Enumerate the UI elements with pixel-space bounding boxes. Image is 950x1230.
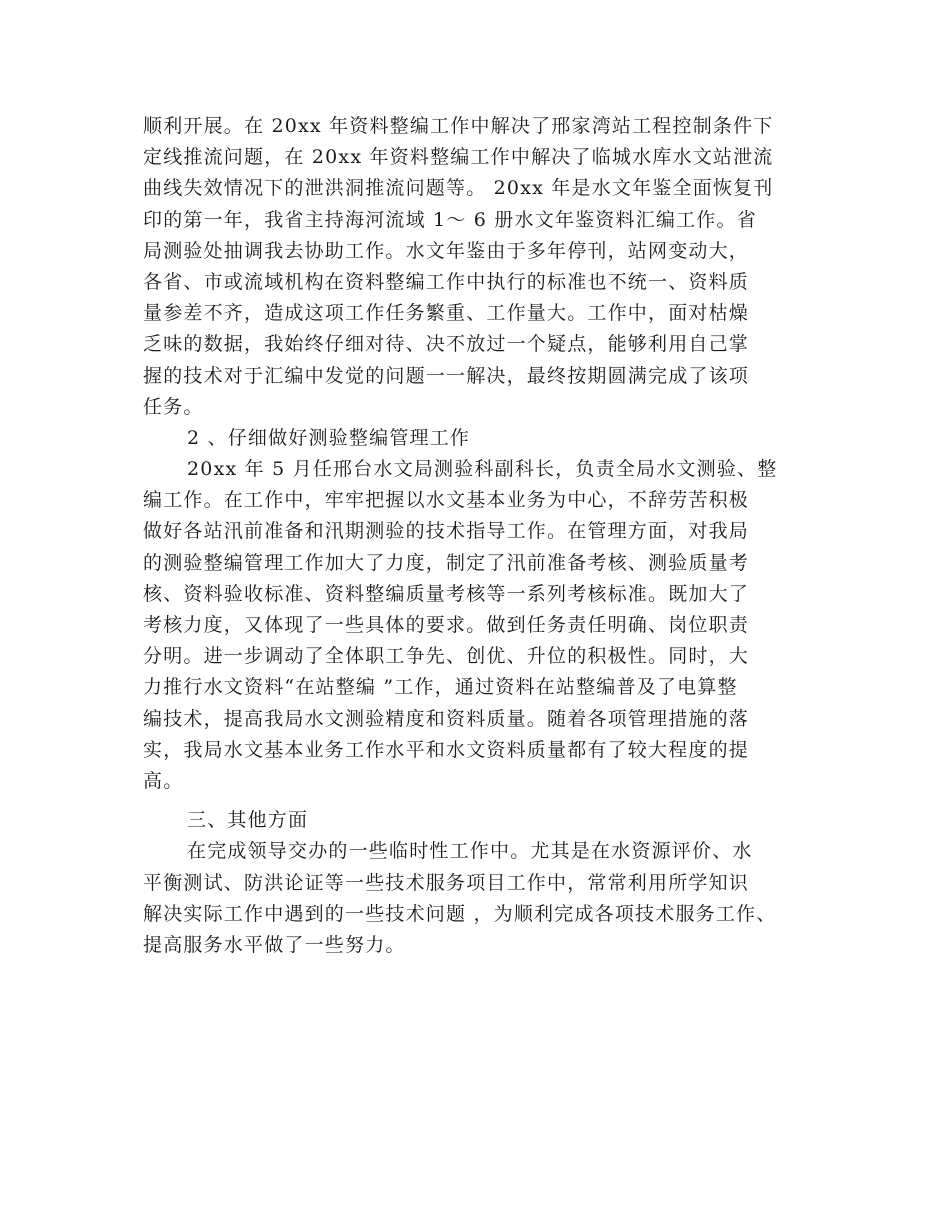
text-line: 分明。进一步调动了全体职工争先、创优、升位的积极性。同时，大 [143, 645, 750, 668]
text-line: 量参差不齐，造成这项工作任务繁重、工作量大。工作中，面对枯燥 [143, 302, 750, 325]
text-line: 提高服务水平做了一些努力。 [143, 933, 406, 956]
text-line: 印的第一年，我省主持海河流域 1～ 6 册水文年鉴资料汇编工作。省 [143, 208, 757, 231]
text-line: 乏味的数据，我始终仔细对待、决不放过一个疑点，能够利用自己掌 [143, 333, 750, 356]
text-line: 顺利开展。在 20xx 年资料整编工作中解决了邢家湾站工程控制条件下 [143, 115, 774, 137]
text-line: 考核力度，又体现了一些具体的要求。做到任务责任明确、岗位职责 [143, 614, 750, 636]
text-line: 在完成领导交办的一些临时性工作中。尤其是在水资源评价、水 [187, 840, 753, 863]
text-line: 局测验处抽调我去协助工作。水文年鉴由于多年停刊，站网变动大， [143, 239, 750, 262]
text-line: 2 、仔细做好测验整编管理工作 [187, 426, 471, 449]
text-line: 编工作。在工作中，牢牢把握以水文基本业务为中心，不辞劳苦积极 [143, 489, 750, 512]
text-line: 高。 [143, 769, 184, 792]
text-line: 握的技术对于汇编中发觉的问题一一解决，最终按期圆满完成了该项 [143, 364, 750, 387]
text-line: 的测验整编管理工作加大了力度，制定了汛前准备考核、测验质量考 [143, 551, 750, 574]
text-line: 20xx 年 5 月任邢台水文局测验科副科长，负责全局水文测验、整 [187, 458, 778, 481]
text-line: 任务。 [143, 395, 204, 418]
document-body [143, 111, 843, 961]
text-line: 定线推流问题，在 20xx 年资料整编工作中解决了临城水库水文站泄流 [143, 146, 774, 169]
text-line: 解决实际工作中遇到的一些技术问题 ，为顺利完成各项技术服务工作、 [143, 902, 777, 925]
text-line: 实，我局水文基本业务工作水平和水文资料质量都有了较大程度的提 [143, 738, 750, 761]
text-line: 编技术，提高我局水文测验精度和资料质量。随着各项管理措施的落 [143, 707, 750, 730]
text-line: 曲线失效情况下的泄洪洞推流问题等。 20xx 年是水文年鉴全面恢复刊 [143, 177, 774, 200]
text-line: 力推行水文资料“在站整编 ”工作，通过资料在站整编普及了电算整 [143, 676, 738, 699]
text-line: 平衡测试、防洪论证等一些技术服务项目工作中，常常利用所学知识 [143, 871, 750, 894]
text-line: 核、资料验收标准、资料整编质量考核等一系列考核标准。既加大了 [143, 582, 750, 605]
text-line: 三、其他方面 [187, 809, 309, 832]
text-line: 做好各站汛前准备和汛期测验的技术指导工作。在管理方面，对我局 [143, 520, 750, 543]
text-line: 各省、市或流域机构在资料整编工作中执行的标准也不统一、资料质 [143, 270, 750, 293]
